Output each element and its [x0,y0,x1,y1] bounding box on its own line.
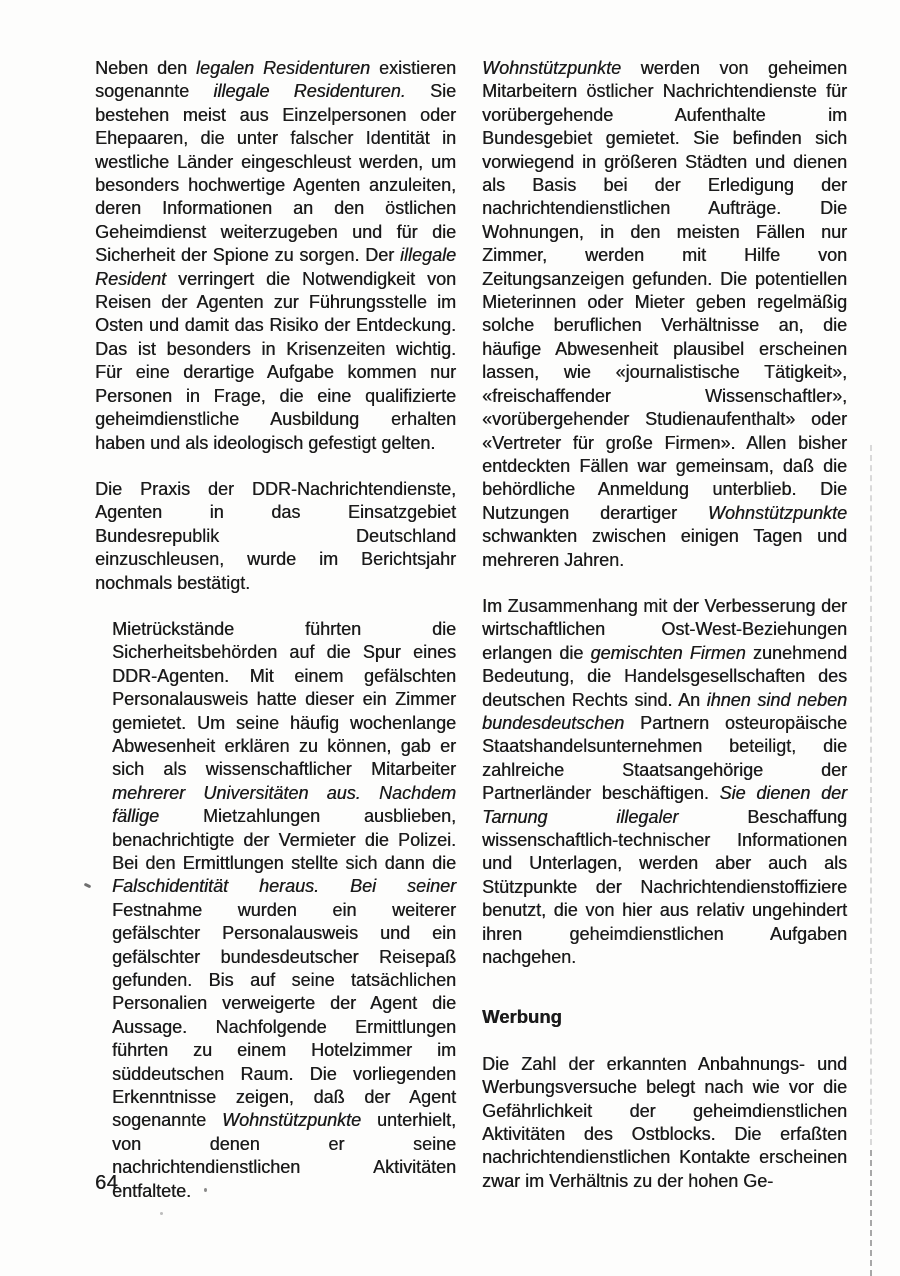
body-text: Beschaffung wissenschaftlich-technischer Informationen und Unterlagen, werden aber auch als Stützpunkte der Nachrichtendienstoffiziere benutzt, die von hier aus relativ ungehindert ihren geheimdienstlichen Aufgaben nachgehen. [482,806,847,968]
paragraph [95,478,456,595]
text-columns [95,57,847,1226]
paragraph [482,595,847,970]
emphasized-text: Sie dienen der Tarnung illegaler [482,783,847,827]
section-heading [482,1005,847,1028]
paragraph [482,1053,847,1193]
emphasized-text: mehrerer Universitäten aus. Nachdem fällige [112,782,456,827]
emphasized-text: Wohnstützpunkte [707,502,847,523]
page-number: 64 [95,1172,119,1194]
body-text: Mietzahlungen ausblieben, benachrichtigte der Vermieter die Polizei. Bei den Ermittlungen stellte sich dann die [112,806,456,873]
scan-artifact-speck [160,1212,163,1215]
body-text: verringert die Notwendigkeit von Reisen der Agenten zur Führungsstelle im Osten und damit das Risiko der Entdeckung. Das ist besonders in Krisenzeiten wichtig. Für eine derartige Aufgabe kommen nur Personen in Frage, die eine qualifizierte geheimdienstliche Ausbildung erhalten haben und als ideologisch gefestigt gelten. [95,268,456,453]
scan-artifact-dashed-edge-upper [870,445,872,1145]
body-text: unterhielt, von denen er seine nachrichtendienstlichen Aktivitäten entfaltete. [112,1110,456,1201]
body-text: werden von geheimen Mitarbeitern östlicher Nachrichtendienste für vorübergehende Aufenthalte im Bundesgebiet gemietet. Sie befinden sich vorwiegend in größeren Städten und dienen als Basis bei der Erledigung der nachrichtendienstlichen Aufträge. Die Wohnungen, in den meisten Fällen nur Zimmer, werden mit Hilfe von Zeitungsanzeigen gefunden. Die potentiellen Mieterinnen oder Mieter geben regelmäßig solche beruflichen Verhältnisse an, die häufige Abwesenheit plausibel erscheinen lassen, wie «journalistische Tätigkeit», «freischaffender Wissenschaftler», «vorübergehender Studienaufenthalt» oder «Vertreter für große Firmen». Allen bisher entdeckten Fällen war gemeinsam, daß die behördliche Anmeldung unterblieb. Die Nutzungen derartiger [482,58,847,523]
emphasized-text: Falschidentität heraus. Bei seiner [112,876,456,897]
body-text: Sie bestehen meist aus Einzelpersonen oder Ehepaaren, die unter falscher Identität in westliche Länder eingeschleust werden, um besonders hochwertige Agenten anzuleiten, deren Informationen an den östlichen Geheimdienst weiterzugeben und für die Sicherheit der Spione zu sorgen. Der [95,81,456,266]
body-text: Im Zusammenhang mit der Verbesserung der wirtschaftlichen Ost-West-Beziehungen erlangen die [482,595,847,663]
body-text: Werbung [482,1006,562,1028]
body-text: schwankten zwischen einigen Tagen und mehreren Jahren. [482,526,847,570]
body-text: zunehmend Bedeutung, die Handelsgesellschaften des deutschen Rechts sind. An [482,642,847,710]
emphasized-text: ihnen sind neben bundesdeutschen [482,689,848,733]
emphasized-text: Wohnstützpunkte [221,1110,362,1131]
body-text: Die Praxis der DDR-Nachrichtendienste, Agenten in das Einsatzgebiet Bundesrepublik Deutschland einzuschleusen, wurde im Berichtsjahr nochmals bestätigt. [95,478,456,593]
body-text: Festnahme wurden ein weiterer gefälschter Personalausweis und ein gefälschter bundesdeutscher Reisepaß gefunden. Bis auf seine tatsächlichen Personalien verweigerte der Agent die Aussage. Nachfolgende Ermittlungen führten zu einem Hotelzimmer im süddeutschen Raum. Die vorliegenden Erkenntnisse zeigen, daß der Agent sogenannte [112,899,456,1131]
emphasized-text: illegale Residenturen. [213,81,406,102]
scan-artifact-dashed-edge-lower [870,1150,872,1276]
paragraph [95,57,456,455]
body-text: existieren sogenannte [95,58,456,102]
body-text: Partnern osteuropäische Staatshandelsunternehmen beteiligt, die zahlreiche Staatsangehörige der Partnerländer beschäftigen. [482,712,847,804]
left-column [95,57,456,1226]
right-column [482,57,847,1226]
emphasized-text: legalen Residenturen [195,58,371,78]
body-text: Die Zahl der erkannten Anbahnungs- und Werbungsversuche belegt nach wie vor die Gefährlichkeit der geheimdienstlichen Aktivitäten des Ostblocks. Die erfaßten nachrichtendienstlichen Kontakte erscheinen zwar im Verhältnis zu der hohen Ge- [482,1053,847,1191]
paragraph [482,57,847,572]
case-study [112,618,456,1203]
body-text: Mietrückstände führten die Sicherheitsbehörden auf die Spur eines DDR-Agenten. Mit einem gefälschten Personalausweis hatte dieser ein Zimmer gemietet. Um seine häufig wochenlange Abwesenheit erklären zu können, gab er sich als wissenschaftlicher Mitarbeiter [112,618,456,780]
scan-artifact-speck [84,883,92,889]
scan-artifact-speck [204,1188,207,1192]
emphasized-text: gemischten Firmen [590,642,746,663]
body-text: Neben den [95,58,196,78]
emphasized-text: illegale Resident [95,245,456,289]
emphasized-text: Wohnstützpunkte [482,58,622,78]
